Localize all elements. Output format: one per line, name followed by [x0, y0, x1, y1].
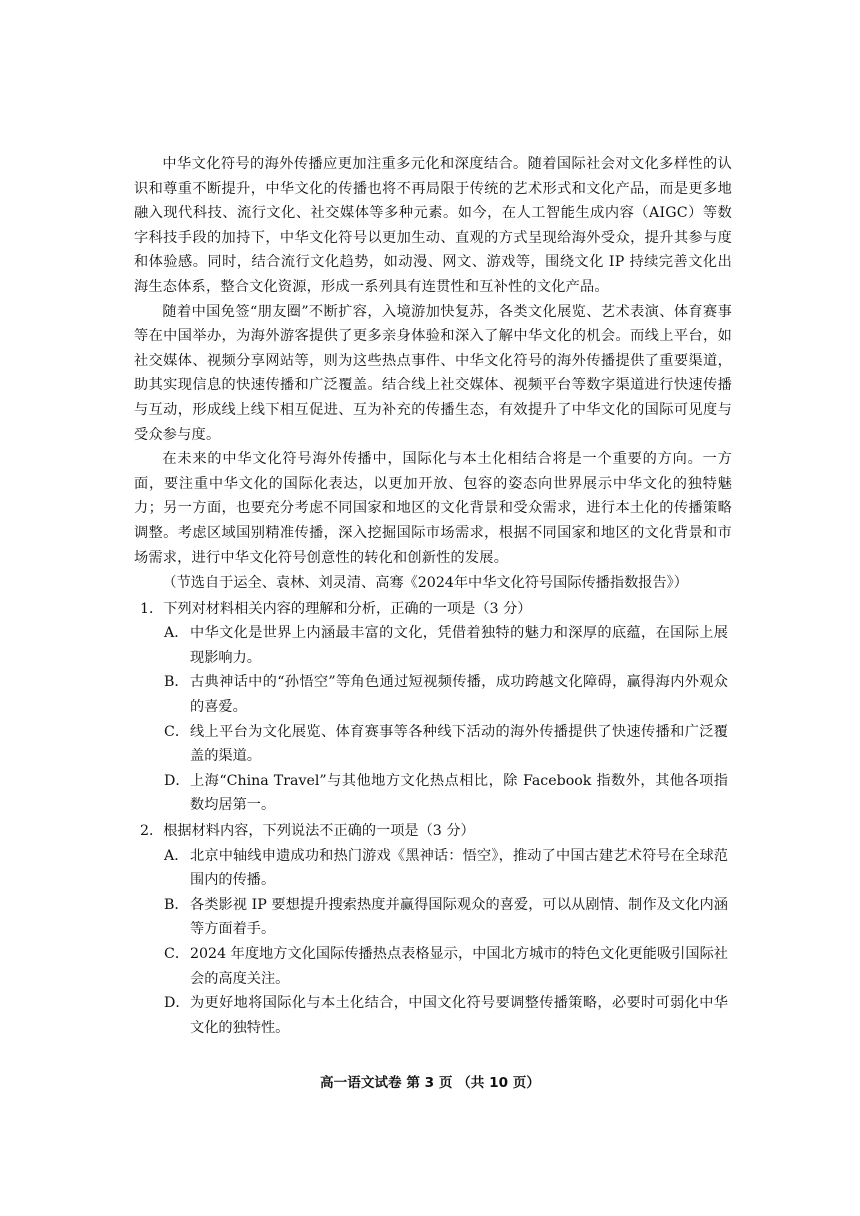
- option-b: [164, 670, 732, 719]
- option-d: [164, 769, 732, 818]
- option-c: [164, 942, 732, 991]
- option-label: D．: [164, 772, 190, 789]
- question-2: [134, 819, 732, 1040]
- option-c: [164, 720, 732, 769]
- option-text: 各类影视 IP 要想提升搜索热度并赢得国际观众的喜爱，可以从剧情、制作及文化内涵等方面着手。: [190, 896, 728, 938]
- question-stem: 2．根据材料内容，下列说法不正确的一项是（3 分）: [140, 823, 475, 840]
- option-a: [164, 621, 732, 670]
- passage-paragraph: 随着中国免签“朋友圈”不断扩容，入境游加快复苏，各类文化展览、艺术表演、体育赛事等在中国举办，为海外游客提供了更多亲身体验和深入了解中华文化的机会。而线上平台，如社交媒体、视频分享网站等，则为这些热点事件、中华文化符号的海外传播提供了重要渠道，助其实现信息的快速传播和广泛覆盖。结合线上社交媒体、视频平台等数字渠道进行快速传播与互动，形成线上线下相互促进、互为补充的传播生态，有效提升了中华文化的国际可见度与受众参与度。: [134, 303, 732, 443]
- passage-paragraph: 中华文化符号的海外传播应更加注重多元化和深度结合。随着国际社会对文化多样性的认识和尊重不断提升，中华文化的传播也将不再局限于传统的艺术形式和文化产品，而是更多地融入现代科技、流行文化、社交媒体等多种元素。如今，在人工智能生成内容（AIGC）等数字科技手段的加持下，中华文化符号以更加生动、直观的方式呈现给海外受众，提升其参与度和体验感。同时，结合流行文化趋势，如动漫、网文、游戏等，围绕文化 IP 持续完善文化出海生态体系，整合文化资源，形成一系列具有连贯性和互补性的文化产品。: [134, 156, 732, 295]
- option-a: [164, 844, 732, 893]
- option-d: [164, 991, 732, 1040]
- option-text: 线上平台为文化展览、体育赛事等各种线下活动的海外传播提供了快速传播和广泛覆盖的渠道。: [190, 723, 728, 765]
- option-text: 中华文化是世界上内涵最丰富的文化，凭借着独特的魅力和深厚的底蕴，在国际上展现影响力。: [190, 625, 728, 666]
- option-label: A．: [164, 625, 189, 642]
- option-label: D．: [164, 995, 190, 1012]
- option-text: 北京中轴线申遗成功和热门游戏《黑神话：悟空》，推动了中国古建艺术符号在全球范围内的传播。: [190, 847, 728, 889]
- reading-passage: [134, 152, 732, 1040]
- option-label: C．: [164, 723, 190, 740]
- question-1: [134, 597, 732, 818]
- option-label: B．: [164, 674, 189, 691]
- option-text: 2024 年度地方文化国际传播热点表格显示，中国北方城市的特色文化更能吸引国际社会的高度关注。: [190, 946, 728, 987]
- passage-paragraph: 在未来的中华文化符号海外传播中，国际化与本土化相结合将是一个重要的方向。一方面，要注重中华文化的国际化表达，以更加开放、包容的姿态向世界展示中华文化的独特魅力；另一方面，也要充分考虑不同国家和地区的文化背景和受众需求，进行本土化的传播策略调整。考虑区域国别精准传播，深入挖掘国际市场需求，根据不同国家和地区的文化背景和市场需求，进行中华文化符号创意性的转化和创新性的发展。: [134, 451, 732, 566]
- option-text: 上海“China Travel”与其他地方文化热点相比，除 Facebook 指数外，其他各项指数均居第一。: [190, 772, 728, 814]
- question-stem: 1．下列对材料相关内容的理解和分析，正确的一项是（3 分）: [140, 600, 532, 617]
- option-b: [164, 893, 732, 942]
- option-text: 为更好地将国际化与本土化结合，中国文化符号要调整传播策略，必要时可弱化中华文化的独特性。: [190, 995, 728, 1036]
- source-citation: （节选自于运全、袁林、刘灵清、高骞《2024年中华文化符号国际传播指数报告》）: [162, 575, 688, 592]
- option-label: C．: [164, 946, 190, 962]
- option-label: B．: [164, 896, 189, 913]
- page-footer: 高一语文试卷 第 3 页 （共 10 页）: [320, 1075, 540, 1091]
- option-text: 古典神话中的“孙悟空”等角色通过短视频传播，成功跨越文化障碍，赢得海内外观众的喜爱。: [190, 674, 728, 716]
- option-label: A．: [164, 847, 189, 864]
